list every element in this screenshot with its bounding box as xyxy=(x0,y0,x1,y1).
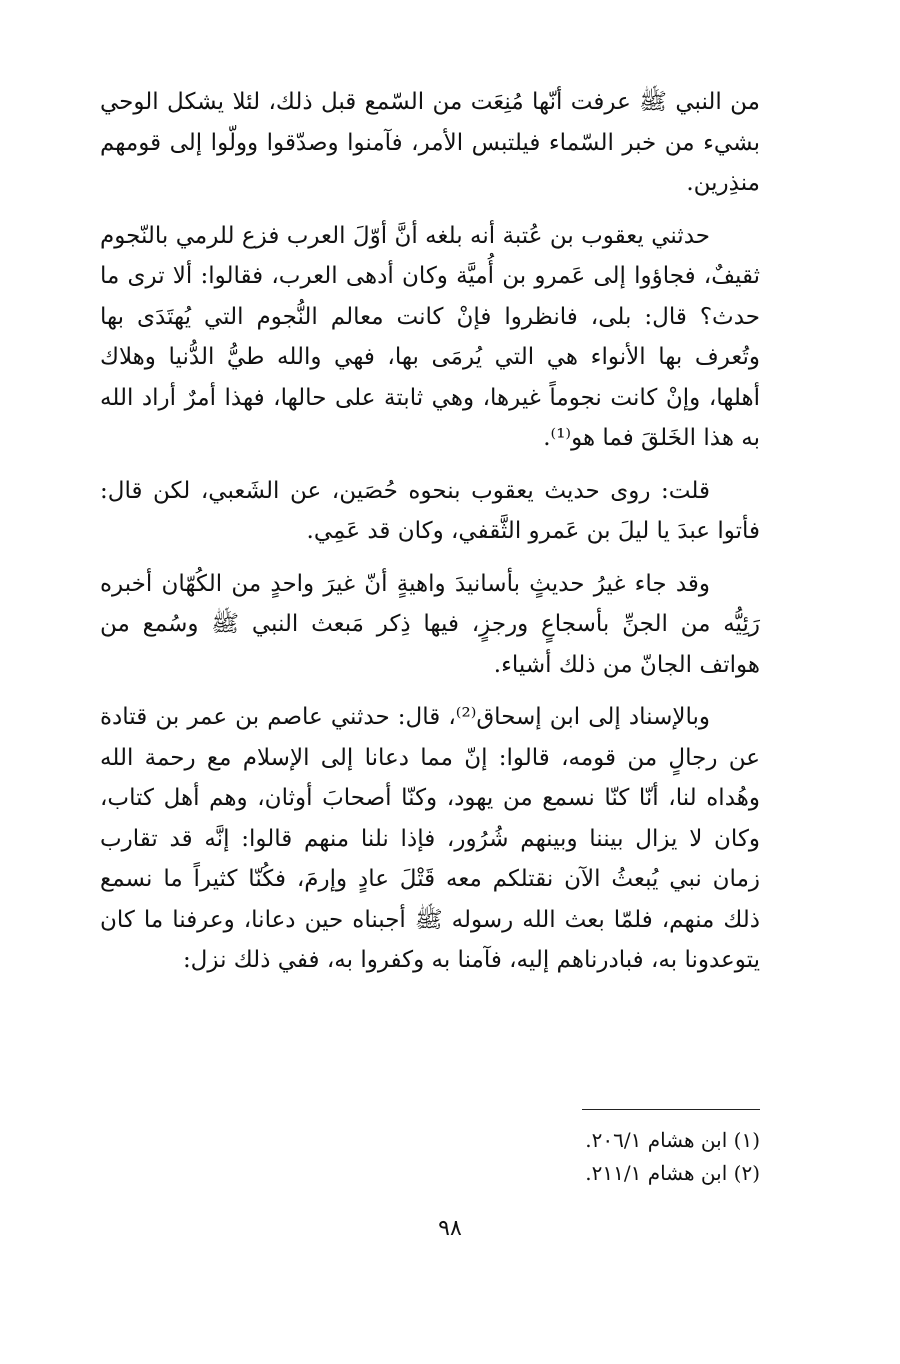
paragraph-3: قلت: روى حديث يعقوب بنحوه حُصَين، عن الشَعبي، لكن قال: فأتوا عبدَ يا ليلَ بن عَمرو الثَّقفي، وكان قد عَمِي. xyxy=(100,477,760,544)
footnote-2: (٢) ابن هشام ٢١١/١. xyxy=(585,1161,760,1185)
paragraph-5: وبالإسناد إلى ابن إسحاق⁽²⁾، قال: حدثني عاصم بن عمر بن قتادة عن رجالٍ من قومه، قالوا: إنّ مما دعانا إلى الإسلام مع رحمة الله وهُداه لنا، أنّا كنّا نسمع من يهود، وكنّا أصحابَ أوثان، وهم أهل كتاب، وكان لا يزال بيننا وبينهم شُرُور، فإذا نلنا منهم قالوا: إنَّه قد تقارب زمان نبي يُبعثُ الآن نقتلكم معه قَتْلَ عادٍ وإرمَ، فكُنّا كثيراً ما نسمع ذلك منهم، فلمّا بعث الله رسوله ﷺ أجبناه حين دعانا، وعرفنا ما كان يتوعدونا به، فبادرناهم إليه، فآمنا به وكفروا به، ففي ذلك نزل: xyxy=(100,704,760,973)
page-number: ٩٨ xyxy=(438,1216,462,1241)
page-body xyxy=(100,82,760,993)
footnote-divider xyxy=(582,1109,760,1110)
paragraph-1: من النبي ﷺ عرفت أنّها مُنِعَت من السّمع قبل ذلك، لئلا يشكل الوحي بشيء من خبر السّماء فيلتبس الأمر، فآمنوا وصدّقوا وولّوا إلى قومهم منذِرين. xyxy=(100,89,760,196)
paragraph-2: حدثني يعقوب بن عُتبة أنه بلغه أنَّ أوّلَ العرب فزع للرمي بالنّجوم ثقيفٌ، فجاؤوا إلى عَمرو بن أُميَّة وكان أدهى العرب، فقالوا: ألا ترى ما حدث؟ قال: بلى، فانظروا فإنْ كانت معالم النُّجوم التي يُهتَدَى بها وتُعرف بها الأنواء هي التي يُرمَى بها، فهي والله طيُّ الدُّنيا وهلاك أهلها، وإنْ كانت نجوماً غيرها، وهي ثابتة على حالها، فهذا أمرٌ أراد الله به هذا الخَلقَ فما هو⁽¹⁾. xyxy=(100,222,760,451)
footnote-1: (١) ابن هشام ٢٠٦/١. xyxy=(585,1128,760,1152)
footnotes xyxy=(360,1124,760,1190)
paragraph-4: وقد جاء غيرُ حديثٍ بأسانيدَ واهيةٍ أنّ غيرَ واحدٍ من الكُهّان أخبره رَئِيُّه من الجنِّ بأسجاعٍ ورجزٍ، فيها ذِكر مَبعث النبي ﷺ وسُمع من هواتف الجانّ من ذلك أشياء. xyxy=(100,570,760,678)
